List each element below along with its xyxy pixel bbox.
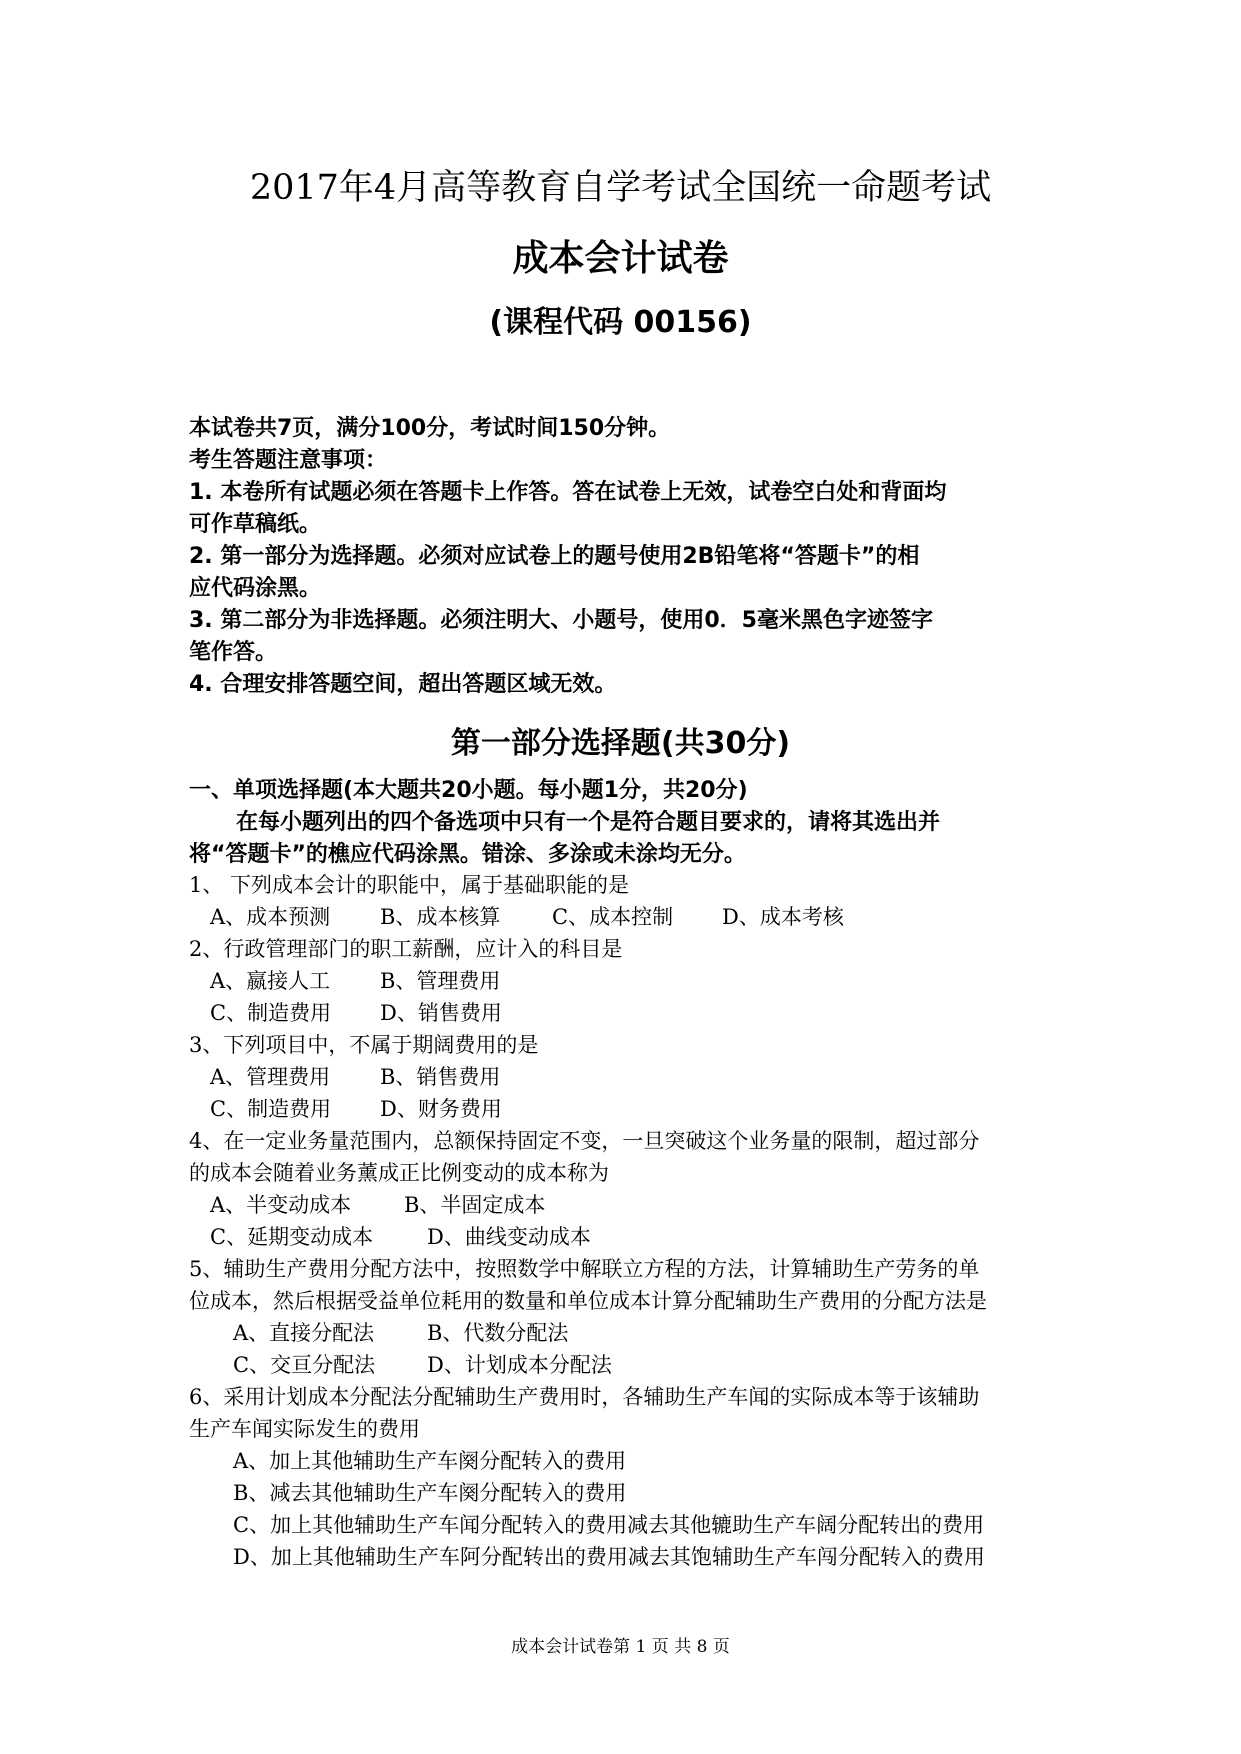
question-1-option-d: D、成本考核: [722, 905, 844, 929]
question-4-stem-line-2: 的成本会随着业务薰成正比例变动的成本称为: [189, 1161, 609, 1185]
page-footer: 成本会计试卷第 1 页 共 8 页: [511, 1637, 730, 1657]
question-4-option-b: B、半固定成本: [404, 1193, 546, 1217]
part-heading: 一、单项选择题(本大题共20小题。每小题1分，共20分): [189, 778, 748, 803]
question-2-option-c: C、制造费用: [210, 1001, 332, 1025]
question-4-option-d: D、曲线变动成本: [427, 1225, 591, 1249]
exam-title: 2017年4月高等教育自学考试全国统一命题考试: [249, 168, 992, 208]
section-title: 第一部分选择题(共30分): [450, 726, 791, 761]
question-2-stem: 2、行政管理部门的职工薪酬，应计入的科目是: [189, 937, 623, 961]
question-2-option-b: B、管理费用: [380, 969, 501, 993]
question-3-option-a: A、管理费用: [210, 1065, 331, 1089]
question-5-option-d: D、计划成本分配法: [427, 1353, 612, 1377]
instruction-1-line-2: 可作草稿纸。: [189, 512, 322, 537]
question-6-option-d: D、加上其他辅助生产车阿分配转出的费用减去其饱辅助生产车闯分配转入的费用: [233, 1545, 985, 1569]
instruction-2-line-2: 应代码涂黑。: [189, 576, 322, 601]
instruction-3-line-2: 笔作答。: [189, 640, 278, 665]
question-6-stem-line-2: 生产车闻实际发生的费用: [189, 1417, 420, 1441]
question-5-stem-line-1: 5、辅助生产费用分配方法中，按照数学中解联立方程的方法，计算辅助生产劳务的单: [189, 1257, 980, 1281]
question-5-option-a: A、直接分配法: [233, 1321, 375, 1345]
directions-line-1: 在每小题列出的四个备选项中只有一个是符合题目要求的，请将其选出并: [236, 810, 941, 835]
exam-subject-title: 成本会计试卷: [512, 238, 729, 279]
question-6-option-a: A、加上其他辅助生产车阕分配转入的费用: [233, 1449, 627, 1473]
instruction-2-line-1: 2. 第一部分为选择题。必须对应试卷上的题号使用2B铅笔将“答题卡”的相: [189, 544, 920, 569]
question-4-stem-line-1: 4、在一定业务量范围内，总额保持固定不变，一旦突破这个业务量的限制，超过部分: [189, 1129, 980, 1153]
question-3-option-d: D、财务费用: [380, 1097, 502, 1121]
directions-line-2: 将“答题卡”的樵应代码涂黑。错涂、多涂或未涂均无分。: [189, 842, 746, 867]
instructions-heading: 考生答题注意事项：: [189, 448, 388, 473]
instruction-4-line-1: 4. 合理安排答题空间，超出答题区域无效。: [189, 672, 617, 697]
instruction-1-line-1: 1. 本卷所有试题必须在答题卡上作答。答在试卷上无效，试卷空白处和背面均: [189, 480, 947, 505]
question-2-option-a: A、嬴接人工: [210, 969, 331, 993]
question-4-option-a: A、半变动成本: [210, 1193, 352, 1217]
question-3-option-b: B、销售费用: [380, 1065, 501, 1089]
question-6-option-b: B、减去其他辅助生产车阕分配转入的费用: [233, 1481, 627, 1505]
question-6-option-c: C、加上其他辅助生产车闻分配转入的费用减去其他辘助生产车阔分配转出的费用: [233, 1513, 985, 1537]
exam-overview: 本试卷共7页，满分100分，考试时间150分钟。: [189, 416, 671, 441]
question-1-option-a: A、成本预测: [210, 905, 331, 929]
question-1-stem: 1、 下列成本会计的职能中，属于基础职能的是: [189, 873, 630, 897]
question-4-option-c: C、延期变动成本: [210, 1225, 374, 1249]
question-3-stem: 3、下列项目中，不属于期阔费用的是: [189, 1033, 539, 1057]
instruction-3-line-1: 3. 第二部分为非选择题。必须注明大、小题号，使用0．5毫米黑色字迹签字: [189, 608, 933, 633]
question-1-option-b: B、成本核算: [380, 905, 501, 929]
course-code: (课程代码 00156): [489, 305, 752, 340]
question-2-option-d: D、销售费用: [380, 1001, 502, 1025]
question-1-option-c: C、成本控制: [552, 905, 674, 929]
question-5-option-c: C、交亘分配法: [233, 1353, 376, 1377]
question-5-option-b: B、代数分配法: [427, 1321, 569, 1345]
question-5-stem-line-2: 位成本，然后根据受益单位耗用的数量和单位成本计算分配辅助生产费用的分配方法是: [189, 1289, 987, 1313]
question-3-option-c: C、制造费用: [210, 1097, 332, 1121]
question-6-stem-line-1: 6、采用计划成本分配法分配辅助生产费用时，各辅助生产车闻的实际成本等于该辅助: [189, 1385, 980, 1409]
